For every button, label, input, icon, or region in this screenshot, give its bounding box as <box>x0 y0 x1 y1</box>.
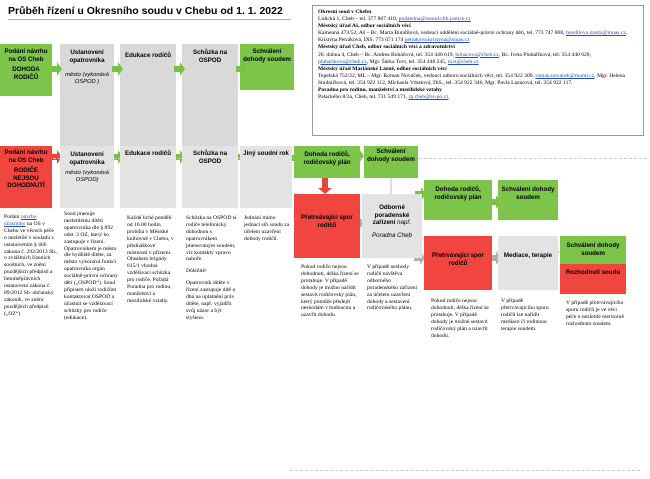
desc-mediation: V případě přetrvávajícího sporu rodičů lze nařídit mediace či rodinnou terapie soudem. <box>501 298 549 332</box>
as-office-contact: Kamenná 473/52, Aš – Bc. Marta Bundilová, vedoucí oddělení sociálně-právní ochrany dětí, tel. 773 747 868, bundilova.marta@muas.cz, Kristýna Petráková, DiS. 773 071 174 petrakova.kristyna@muas.cz <box>318 30 628 44</box>
bottom-lasting-dispute-box: Přetrvávající spor rodičů <box>294 194 360 258</box>
desc-expert-advice: V případě neshody rodičů návštěva odborného poradenského zařízení za účelem uzavření dohody a sestavení rodičovského plánu. <box>367 264 418 312</box>
as-email-link-1[interactable]: bundilova.marta@muas.cz <box>565 30 626 37</box>
counseling-office-contact: Palackého 8/2a, Cheb, tel. 731 549 171, rp.cheb@ss-po.cz <box>318 94 449 101</box>
desc-education: Každé liché pondělí od 16.00 hodin probíhá v Městské knihovně v Chebu, v přednáškové místnosti v přízemí. Obsahem brigády 615/1 vhodná vzdělávací schůzka pro rodiče. Pořádá Poradna pro rodinu, manželství a mezilidské vztahy. <box>127 215 174 304</box>
page-title: Průběh řízení u Okresního soudu v Chebu od 1. 1. 2022 <box>8 5 283 17</box>
cheb-email-link-2[interactable]: pluharikova@cheb.cz <box>318 58 367 65</box>
desc-other-act: Jednání mimo jednací síň soudu za účelem uzavření dohody rodičů. <box>244 215 290 242</box>
desc-lasting-dispute-2: Pokud rodiče nejsou dohodnuti, délka řízení se protahuje. V případě dohody je možné sestavit rodičovský plán a uzavřít dohodu. <box>431 298 489 339</box>
as-office-name: Městský úřad Aš, odbor sociálních věcí <box>318 23 411 30</box>
top-guardian-box: Ustanovení opatrovníka město (vykonává OSPOD ) <box>60 44 114 146</box>
cheb-office-contact: 26. dubna 4, Cheb – Bc. Andrea Boháčová, tel. 354 440 619, bohacova@cheb.cz, Bc. Iveta Pluhaříková, tel: 354 440 620, pluharikova@cheb.cz, Mgr. Šárka Tovt, tel. 354 440 245, tovt@cheb.cz <box>318 51 591 65</box>
counseling-center-label: Poradna Cheb <box>372 231 412 239</box>
desc-guardian: Soud jmenuje nezletilému dítěti opatrovníka dle § 892 odst. 3 OZ, který ho zastupuje v řízení. Opatrovníkem je město dle bydliště dítěte, za město vykonává funkci opatrovníka orgán sociálně-právní ochrany dětí („OSPOD“). Soud přípisem uloží rodičům kontaktovat OSPOD a účastnit se vzdělávací schůzky pro rodiče (edukace). <box>64 211 118 321</box>
bottom-lasting-dispute-2-box: Přetrvávající spor rodičů <box>424 236 492 290</box>
ml-office-contact: Tepelská 752/22, ML – Mgr. Roman Nováček, vedoucí odboru sociálních věcí, tel. 354 922 309, roman.novacek@muml.cz, Mgr. Helena Studničková, tel. 354 922 112, Michaela Vrbatová, DiS., tel. 354 922 346, Mgr. Pavla Lazurová, tel. 354 922 117. <box>318 72 626 86</box>
bottom-guardian-box: Ustanovení opatrovníka město (vykonává OSPOD) <box>60 146 114 208</box>
cheb-email-link-1[interactable]: bohacova@cheb.cz <box>455 51 499 58</box>
bottom-parents-agree-2-box: Dohoda rodičů, rodičovský plán <box>424 180 492 220</box>
arrow-top-1 <box>51 62 62 76</box>
footer-divider <box>290 470 640 471</box>
filing-link[interactable]: návrhu účastníky <box>4 214 37 227</box>
arrow-top-4 <box>236 62 247 76</box>
bottom-approval-3-box: Schválení dohody soudem <box>560 236 626 264</box>
top-meeting-box: Schůzka na OSPOD <box>182 44 238 146</box>
desc-lasting-dispute: Pokud rodiče nejsou dohodnuti, délka řízení se protahuje. V případě dohody je možno nařídit sestavit rodičovský plán, který pomůže předejít neshodám v budoucnu a uzavřít dohodu. <box>301 264 359 319</box>
bottom-meeting-box: Schůzka na OSPOD <box>182 146 238 208</box>
bottom-parents-agree-box: Dohoda rodičů, rodičovský plán <box>294 146 360 178</box>
ml-email-link[interactable]: roman.novacek@muml.cz <box>535 72 595 79</box>
bottom-other-act-box: Jiný soudní rok <box>240 146 292 208</box>
court-contact: Lidická 1, Cheb – tel. 377 867 410, podatelna@osoud.chb.justice.cz <box>318 16 471 23</box>
as-email-link-2[interactable]: petrakova.kristyna@muas.cz <box>404 37 470 44</box>
bottom-court-decision-box: Rozhodnutí soudu <box>560 264 626 294</box>
counseling-email-link[interactable]: rp.cheb@ss-po.cz <box>408 94 449 101</box>
arrow-top-2 <box>112 62 123 76</box>
cheb-office-name: Městský úřad Cheb, odbor sociálních věcí a zdravotnictví <box>318 44 455 51</box>
arrow-red-down-1 <box>318 178 332 194</box>
court-name: Okresní soud v Chebu <box>318 9 372 15</box>
top-filing-box: Podání návrhu na OS Cheb DOHODA RODIČŮ <box>0 44 52 96</box>
ml-office-name: Městský úřad Mariánské Lázně, odbor sociálních věcí <box>318 65 447 72</box>
bottom-mediation-box: Mediace, terapie <box>498 236 558 290</box>
court-email-link[interactable]: podatelna@osoud.chb.justice.cz <box>398 16 471 23</box>
desc-meeting: Schůzka na OSPOD si rodiče telefonicky dohodnou s opatrovníkem jmenovaným soudem, viz kontakty vpravo nahoře. Důležité! Opatrovník dítěte v řízení zastupuje dítě a dbá na uplatnění práv dítěte, např. vyjádřit svůj názor a být slyšeno. <box>186 215 237 321</box>
arrow-top-3 <box>174 62 185 76</box>
desc-court-decision: V případě přetrvávajícího sporu rodičů je ve věci péče o nezletilé meritorně rozhodnuto soudem. <box>566 300 624 327</box>
bottom-approval-2-box: Schválení dohody soudem <box>498 180 558 220</box>
bottom-approval-1-box: Schválení dohody soudem <box>364 146 418 178</box>
bottom-expert-advice-box: Odborné poradenské zařízení např. Poradna Cheb <box>362 194 422 258</box>
top-approval-box: Schválení dohody soudem <box>240 44 294 90</box>
bottom-education-box: Edukace rodičů <box>120 146 176 208</box>
bottom-filing-box: Podání návrhu na OS Cheb RODIČE NEJSOU DOHODNUTÍ <box>0 146 52 208</box>
counseling-office-name: Poradna pro rodinu, manželství a mezilidské vztahy <box>318 87 442 94</box>
cheb-email-link-3[interactable]: tovt@cheb.cz <box>447 58 479 65</box>
top-education-box: Edukace rodičů <box>120 44 176 146</box>
desc-filing: Podání návrhu účastníky na OS v Chebu ve věcech péče o nezletilé v souladu s ustanovením § 466 zákona č. 292/2013 Sb., o zvláštních řízeních soudních, ve znění pozdějších předpisů a hmotněprávních ustanovení zákona č. 89/2012 Sb. občanský zákoník, ve znění pozdějších předpisů („OZ“) <box>4 214 58 317</box>
